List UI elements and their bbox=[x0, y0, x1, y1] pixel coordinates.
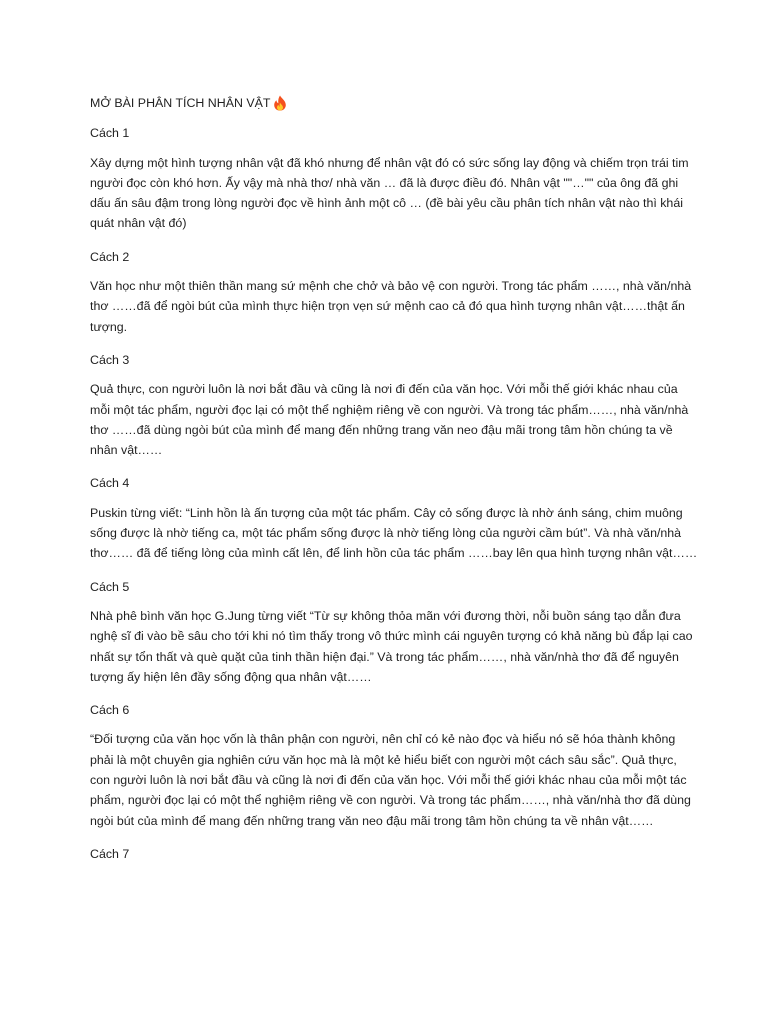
section-paragraph: Quả thực, con người luôn là nơi bắt đầu và cũng là nơi đi đến của văn học. Với mỗi thế giới khác nhau của mỗi một tác phẩm, người đọc lại có một thể nghiệm riêng về con người. Và trong tác phẩm……, nhà văn/nhà thơ ……đã dùng ngòi bút của mình để mang đến những trang văn neo đậu mãi trong tâm hồn chúng ta về nhân vật…… bbox=[90, 382, 689, 458]
section-7 bbox=[90, 844, 698, 864]
section-5 bbox=[90, 577, 698, 687]
document-content bbox=[90, 93, 698, 873]
section-paragraph: Văn học như một thiên thần mang sứ mệnh che chở và bảo vệ con người. Trong tác phẩm ……, nhà văn/nhà thơ ……đã để ngòi bút của mình thực hiện trọn vẹn sứ mệnh cao cả đó qua hình tượng nhân vật……thật ấn tượng. bbox=[90, 279, 692, 334]
section-paragraph: Nhà phê bình văn học G.Jung từng viết “Từ sự không thỏa mãn với đương thời, nỗi buồn sáng tạo dẫn đưa nghệ sĩ đi vào bề sâu cho tới khi nó tìm thấy trong vô thức mình cái nguyên tượng có khả năng bù đắp lại cao nhất sự tổn thất và què quặt của tinh thần hiện đại.” Và trong tác phẩm……, nhà văn/nhà thơ đã để nguyên tượng ấy hiện lên đầy sống động qua nhân vật…… bbox=[90, 608, 693, 684]
fire-icon bbox=[273, 95, 287, 111]
section-heading: Cách 7 bbox=[90, 846, 130, 861]
section-heading: Cách 1 bbox=[90, 126, 130, 141]
section-4 bbox=[90, 473, 698, 563]
section-heading: Cách 4 bbox=[90, 476, 130, 491]
section-1 bbox=[90, 123, 698, 233]
document-title bbox=[90, 93, 698, 113]
section-2 bbox=[90, 247, 698, 337]
section-heading: Cách 3 bbox=[90, 352, 130, 367]
section-heading: Cách 5 bbox=[90, 579, 130, 594]
section-paragraph: Xây dựng một hình tượng nhân vật đã khó nhưng để nhân vật đó có sức sống lay động và chiếm trọn trái tim người đọc còn khó hơn. Ấy vậy mà nhà thơ/ nhà văn … đã là được điều đó. Nhân vật ""…"" của ông đã ghi dấu ấn sâu đậm trong lòng người đọc về hình ảnh một cô … (đề bài yêu cầu phân tích nhân vật nào thì khái quát nhân vật đó) bbox=[90, 155, 689, 231]
section-3 bbox=[90, 350, 698, 460]
document-title-text: MỞ BÀI PHÂN TÍCH NHÂN VẬT bbox=[90, 96, 271, 110]
section-6 bbox=[90, 700, 698, 831]
section-paragraph: Puskin từng viết: “Linh hồn là ấn tượng của một tác phẩm. Cây cỏ sống được là nhờ ánh sáng, chim muông sống được là nhờ tiếng ca, một tác phẩm sống được là nhờ tiếng lòng của người cầm bút”. Và nhà văn/nhà thơ…… đã để tiếng lòng của mình cất lên, để linh hồn của tác phẩm ……bay lên qua hình tượng nhân vật…… bbox=[90, 505, 698, 561]
section-heading: Cách 6 bbox=[90, 703, 130, 718]
section-paragraph: “Đối tượng của văn học vốn là thân phận con người, nên chỉ có kẻ nào đọc và hiểu nó sẽ hóa thành không phải là một chuyên gia nghiên cứu văn học mà là một kẻ hiểu biết con người một cách sâu sắc”. Quả thực, con người luôn là nơi bắt đầu và cũng là nơi đi đến của văn học. Với mỗi thế giới khác nhau của mỗi một tác phẩm, người đọc lại có một thể nghiệm riêng về con người. Và trong tác phẩm……, nhà văn/nhà thơ đã dùng ngòi bút của mình để mang đến những trang văn neo đậu mãi trong tâm hồn chúng ta về nhân vật…… bbox=[90, 732, 691, 828]
section-heading: Cách 2 bbox=[90, 249, 130, 264]
